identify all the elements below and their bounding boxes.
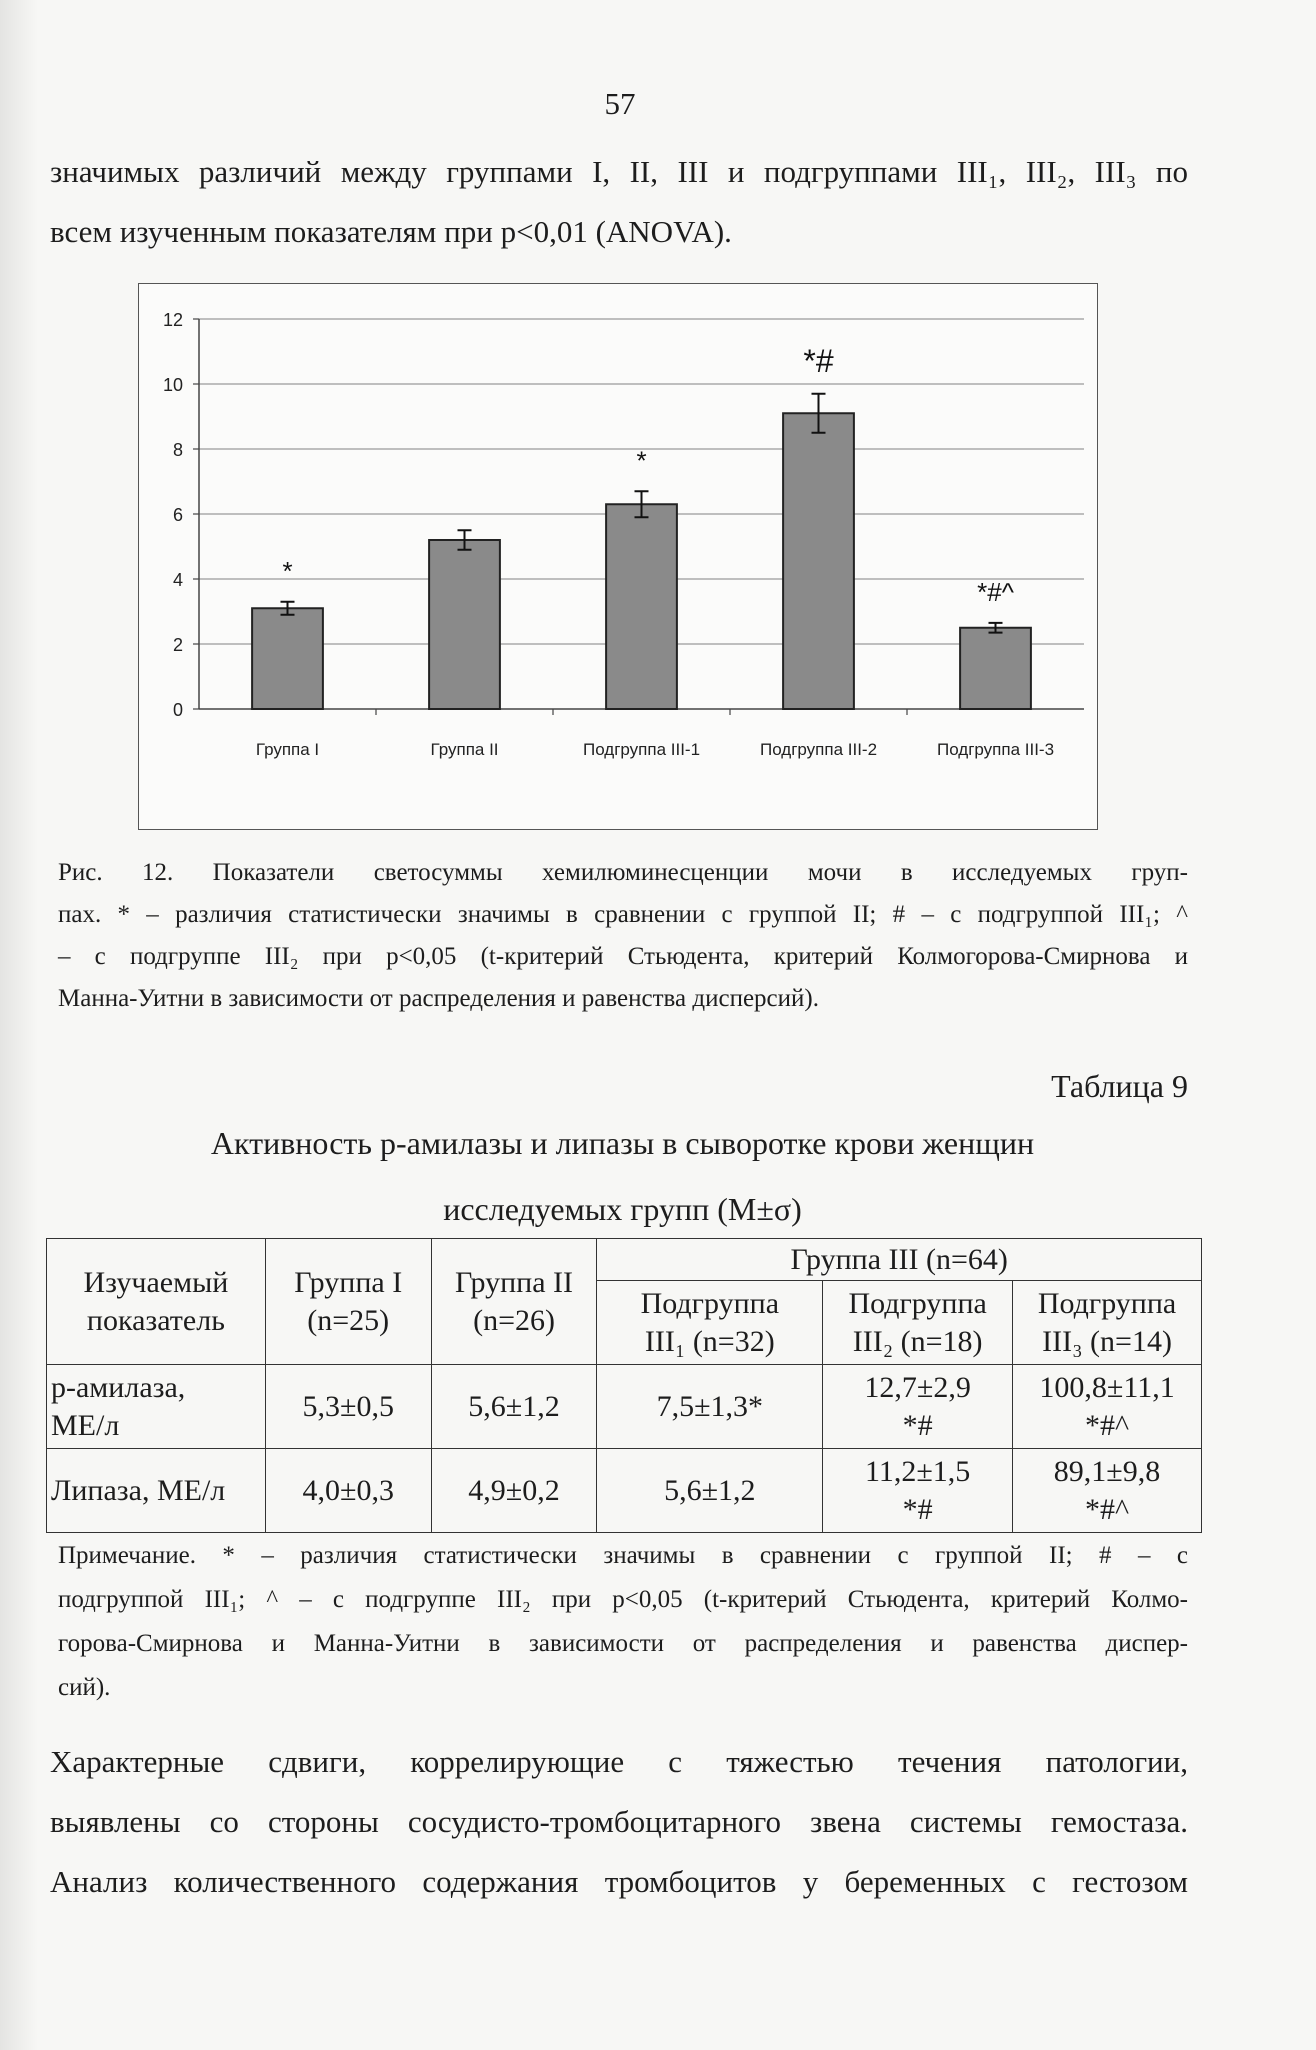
caption-line: пах. * – различия статистически значимы в сравнении с группой II; # – с подгруппой III₁; ^ bbox=[58, 901, 1188, 928]
y-tick-label: 4 bbox=[172, 570, 183, 590]
scan-shadow bbox=[0, 0, 38, 2050]
bar-chart bbox=[138, 283, 1098, 830]
category-label: Группа II bbox=[430, 740, 499, 759]
cell-group-1: 5,3±0,5 bbox=[265, 1365, 431, 1449]
note-line: подгруппой III₁; ^ – с подгруппе III₂ при p<0,05 (t-критерий Стьюдента, критерий Колмо- bbox=[58, 1586, 1188, 1613]
header-subgroup-2: Подгруппа III₂ (n=18) bbox=[823, 1281, 1013, 1365]
caption-line: Манна-Уитни в зависимости от распределения и равенства дисперсий). bbox=[58, 985, 819, 1012]
chart-canvas bbox=[139, 284, 1097, 829]
bar-annotation: *#^ bbox=[977, 576, 1014, 607]
table-row bbox=[47, 1449, 1202, 1533]
note-line: горова-Смирнова и Манна-Уитни в зависимости от распределения и равенства диспер- bbox=[58, 1630, 1188, 1657]
cell-subgroup-3: 89,1±9,8 *#^ bbox=[1013, 1449, 1202, 1533]
caption-line: – с подгруппе III₂ при p<0,05 (t-критерий Стьюдента, критерий Колмогорова-Смирнова и bbox=[58, 943, 1188, 970]
body-line: Характерные сдвиги, коррелирующие с тяжестью течения патологии, bbox=[50, 1744, 1188, 1779]
table-title bbox=[0, 1114, 1245, 1238]
bar bbox=[429, 540, 500, 709]
caption-line: Рис. 12. Показатели светосуммы хемилюминесценции мочи в исследуемых груп- bbox=[58, 859, 1188, 886]
note-line: сий). bbox=[58, 1674, 111, 1701]
bar bbox=[606, 504, 677, 709]
category-label: Группа I bbox=[255, 740, 320, 759]
cell-group-2: 4,9±0,2 bbox=[431, 1449, 597, 1533]
cell-subgroup-2: 12,7±2,9 *# bbox=[823, 1365, 1013, 1449]
bar bbox=[960, 628, 1031, 709]
y-tick-label: 0 bbox=[172, 700, 183, 720]
table-title-line: Активность р-амилазы и липазы в сыворотке крови женщин bbox=[210, 1125, 1035, 1161]
y-tick-label: 8 bbox=[172, 440, 183, 460]
header-group-2: Группа II (n=26) bbox=[431, 1239, 597, 1365]
data-table bbox=[46, 1238, 1202, 1533]
header-indicator: Изучаемый показатель bbox=[47, 1239, 266, 1365]
cell-subgroup-1: 5,6±1,2 bbox=[597, 1449, 823, 1533]
intro-line: всем изученным показателям при p<0,01 (ANOVA). bbox=[50, 214, 732, 249]
y-tick-label: 10 bbox=[162, 375, 183, 395]
bar bbox=[252, 608, 323, 709]
header-subgroup-1: Подгруппа III₁ (n=32) bbox=[597, 1281, 823, 1365]
cell-group-1: 4,0±0,3 bbox=[265, 1449, 431, 1533]
body-paragraph bbox=[50, 1732, 1188, 1912]
y-tick-label: 2 bbox=[172, 635, 183, 655]
row-name: Липаза, МЕ/л bbox=[47, 1449, 266, 1533]
y-tick-label: 6 bbox=[172, 505, 183, 525]
row-name: р-амилаза, МЕ/л bbox=[47, 1365, 266, 1449]
body-line: Анализ количественного содержания тромбоцитов у беременных с гестозом bbox=[50, 1864, 1188, 1899]
header-group-1: Группа I (n=25) bbox=[265, 1239, 431, 1365]
intro-line: значимых различий между группами I, II, III и подгруппами III₁, III₂, III₃ по bbox=[50, 154, 1188, 189]
table-label: Таблица 9 bbox=[1051, 1068, 1188, 1104]
bar-annotation: *# bbox=[803, 342, 834, 379]
page-number: 57 bbox=[604, 86, 636, 121]
header-subgroup-3: Подгруппа III₃ (n=14) bbox=[1013, 1281, 1202, 1365]
bar-annotation: * bbox=[636, 445, 647, 476]
category-label: Подгруппа III-2 bbox=[759, 740, 878, 759]
bar bbox=[783, 413, 854, 709]
header-group-3: Группа III (n=64) bbox=[597, 1239, 1202, 1281]
intro-paragraph bbox=[50, 142, 1188, 262]
table-row bbox=[47, 1365, 1202, 1449]
cell-subgroup-1: 7,5±1,3* bbox=[597, 1365, 823, 1449]
cell-subgroup-2: 11,2±1,5 *# bbox=[823, 1449, 1013, 1533]
table-title-line: исследуемых групп (M±σ) bbox=[443, 1191, 802, 1227]
figure-caption bbox=[58, 852, 1188, 1020]
table-note bbox=[58, 1534, 1188, 1710]
category-label: Подгруппа III-1 bbox=[582, 740, 701, 759]
cell-group-2: 5,6±1,2 bbox=[431, 1365, 597, 1449]
category-label: Подгруппа III-3 bbox=[936, 740, 1055, 759]
note-line: Примечание. * – различия статистически значимы в сравнении с группой II; # – с bbox=[58, 1542, 1188, 1569]
cell-subgroup-3: 100,8±11,1 *#^ bbox=[1013, 1365, 1202, 1449]
body-line: выявлены со стороны сосудисто-тромбоцитарного звена системы гемостаза. bbox=[50, 1804, 1188, 1839]
y-tick-label: 12 bbox=[162, 310, 183, 330]
bar-annotation: * bbox=[282, 555, 293, 586]
